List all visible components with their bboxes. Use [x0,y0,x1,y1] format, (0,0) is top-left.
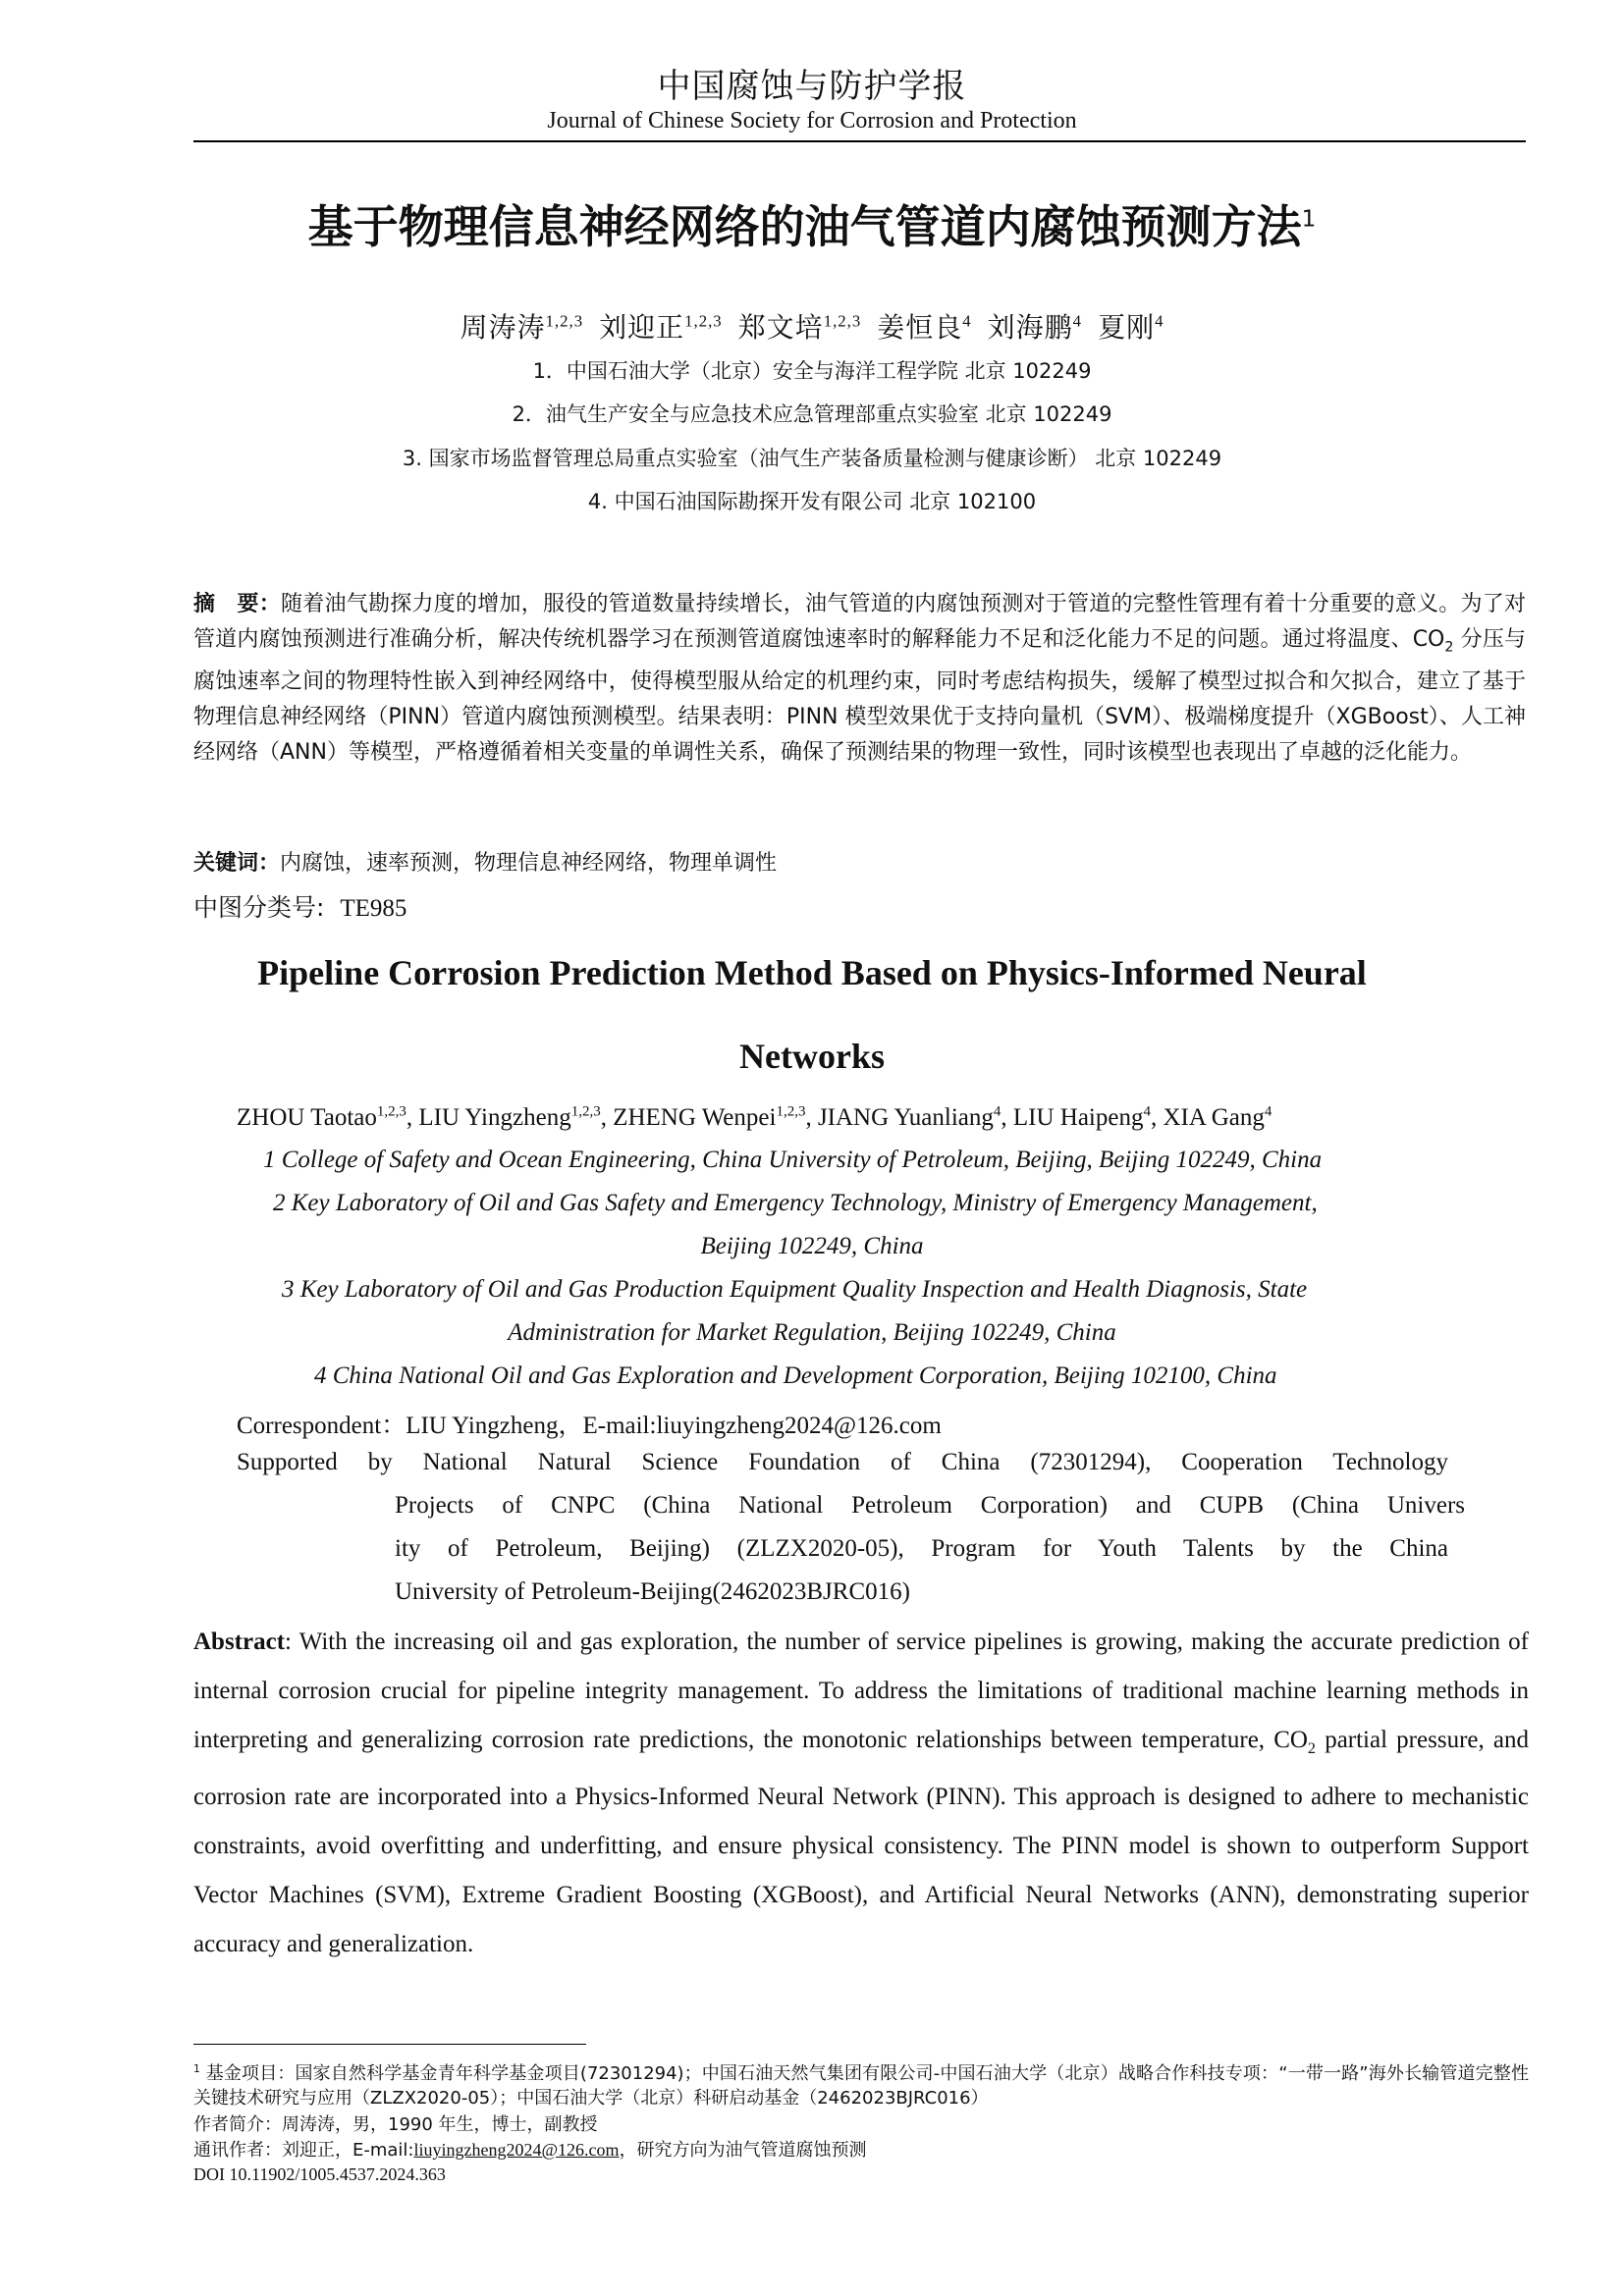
author-en: LIU Yingzheng$^{1,2,3}$ [418,1103,601,1131]
keywords-cn-text: 内腐蚀，速率预测，物理信息神经网络，物理单调性 [280,851,778,876]
author-cn: 刘迎正$^{1,2,3}$ [599,311,723,344]
author-cn: 刘海鹏$^4$ [987,311,1083,344]
affiliation-cn: 4. 中国石油国际勘探开发有限公司 北京 102100 [587,490,1037,513]
author-en: ZHENG Wenpei$^{1,2,3}$ [613,1103,806,1131]
paper-title-en-line2: Networks [739,1037,885,1076]
affiliation-en: 1 College of Safety and Ocean Engineering, China University of Petroleum, Beijing, Beijing 102249, China [263,1147,1323,1173]
author-cn: 周涛涛$^{1,2,3}$ [460,311,584,344]
supported-by-line: University of Petroleum-Beijing(2462023BJRC016) [395,1578,910,1605]
paper-title-cn [0,191,1624,256]
affiliation-en: 3 Key Laboratory of Oil and Gas Production Equipment Quality Inspection and Health Diagnosis, State [282,1276,1308,1303]
abstract-en-label: Abstract [193,1629,286,1655]
paper-title-en-line1: Pipeline Corrosion Prediction Method Based on Physics-Informed Neural [257,953,1367,992]
supported-by-line: ity of Petroleum, Beijing) (ZLZX2020-05), Program for Youth Talents by the China [395,1535,1448,1562]
author-cn: 郑文培$^{1,2,3}$ [737,311,862,344]
footnote-rule [193,2044,586,2045]
affiliation-en: Beijing 102249, China [700,1233,924,1259]
affiliation-en: Administration for Market Regulation, Beijing 102249, China [508,1319,1116,1346]
footnote-doi: DOI 10.11902/1005.4537.2024.363 [193,2164,446,2184]
title-footnote-mark: 1 [1301,206,1317,233]
affiliation-cn: 2．油气生产安全与应急技术应急管理部重点实验室 北京 102249 [512,402,1112,426]
abstract-cn: 摘 要：随着油气勘探力度的增加，服役的管道数量持续增长，油气管道的内腐蚀预测对于管道的完整性管理有着十分重要的意义。为了对管道内腐蚀预测进行准确分析，解决传统机器学习在预测管道腐蚀速率时的解释能力不足和泛化能力不足的问题。通过将温度、$CO_2$ 分压与腐蚀速率之间的物理特性嵌入到神经网络中，使得模型服从给定的机理约束，同时考虑结构损失，缓解了模型过拟合和欠拟合，建立了基于物理信息神经网络（PINN）管道内腐蚀预测模型。结果表明：PINN 模型效果优于支持向量机（SVM）、极端梯度提升（XGBoost）、人工神经网络（ANN）等模型，严格遵循着相关变量的单调性关系，确保了预测结果的物理一致性，同时该模型也表现出了卓越的泛化能力。 [193,592,1526,766]
affiliation-en: 4 China National Oil and Gas Exploration and Development Corporation, Beijing 102100, China [314,1362,1277,1389]
affiliation-cn: 3. 国家市场监督管理总局重点实验室（油气生产装备质量检测与健康诊断） 北京 102249 [402,447,1222,470]
abstract-en: Abstract: With the increasing oil and gas exploration, the number of service pipelines is growing, making the accurate prediction of internal corrosion crucial for pipeline integrity management. To address the limitations of traditional machine learning methods in interpreting and generalizing corrosion rate predictions, the monotonic relationships between temperature, $CO_2$ partial pressure, and corrosion rate are incorporated into a Physics-Informed Neural Network (PINN). This approach is designed to adhere to mechanistic constraints, avoid overfitting and underfitting, and ensure physical consistency. The PINN model is shown to outperform Support Vector Machines (SVM), Extreme Gradient Boosting (XGBoost), and Artificial Neural Networks (ANN), demonstrating superior accuracy and generalization. [193,1629,1529,1957]
footnote-mark: 1 [193,2062,200,2075]
classification: 中图分类号: TE985 [193,893,407,922]
contact-email-link[interactable]: liuyingzheng2024@126.com [413,2140,620,2160]
keywords-cn-label: 关键词： [193,851,281,876]
footnote-author-intro: 作者简介：周涛涛，男，1990 年生，博士，副教授 [193,2114,598,2135]
affiliation-en: 2 Key Laboratory of Oil and Gas Safety and Emergency Technology, Ministry of Emergency Management, [273,1190,1318,1216]
correspondent: Correspondent：LIU Yingzheng，E-mail:liuyingzheng2024@126.com [237,1413,942,1439]
author-cn: 夏刚$^4$ [1098,311,1164,344]
header-rule [193,140,1526,142]
supported-by-line: Supported by National Natural Science Foundation of China (72301294), Cooperation Technology [237,1449,1448,1475]
affiliation-cn: 1．中国石油大学（北京）安全与海洋工程学院 北京 102249 [532,359,1092,383]
footnote-contact: 通讯作者：刘迎正，E-mail:liuyingzheng2024@126.com，研究方向为油气管道腐蚀预测 [193,2140,867,2161]
author-cn: 姜恒良$^4$ [877,311,972,344]
author-en: ZHOU Taotao$^{1,2,3}$ [237,1103,406,1131]
paper-title-cn-text: 基于物理信息神经网络的油气管道内腐蚀预测方法 [307,200,1302,253]
keywords-cn [193,846,1526,881]
abstract-cn-label: 摘 要： [193,592,281,616]
journal-title-en: Journal of Chinese Society for Corrosion and Protection [547,108,1077,133]
author-en: LIU Haipeng$^4$ [1012,1103,1151,1131]
supported-by-line: Projects of CNPC (China National Petroleum Corporation) and CUPB (China Univers [395,1492,1465,1519]
authors-cn [0,306,1624,346]
footnote-funding: $^1$ 基金项目：国家自然科学基金青年科学基金项目(72301294)；中国石油天然气集团有限公司-中国石油大学（北京）战略合作科技专项：“一带一路”海外长输管道完整性关键技术研究与应用（ZLZX2020-05）；中国石油大学（北京）科研启动基金（2462023BJRC016） [193,2062,1529,2109]
author-en: JIANG Yuanliang$^4$ [817,1103,1001,1131]
journal-title-cn: 中国腐蚀与防护学报 [657,67,967,106]
authors-en: ZHOU Taotao$^{1,2,3}$, LIU Yingzheng$^{1,2,3}$, ZHENG Wenpei$^{1,2,3}$, JIANG Yuanliang$^4$, LIU Haipeng$^4$, XIA Gang$^4$ [237,1103,1272,1131]
author-en: XIA Gang$^4$ [1163,1103,1272,1131]
